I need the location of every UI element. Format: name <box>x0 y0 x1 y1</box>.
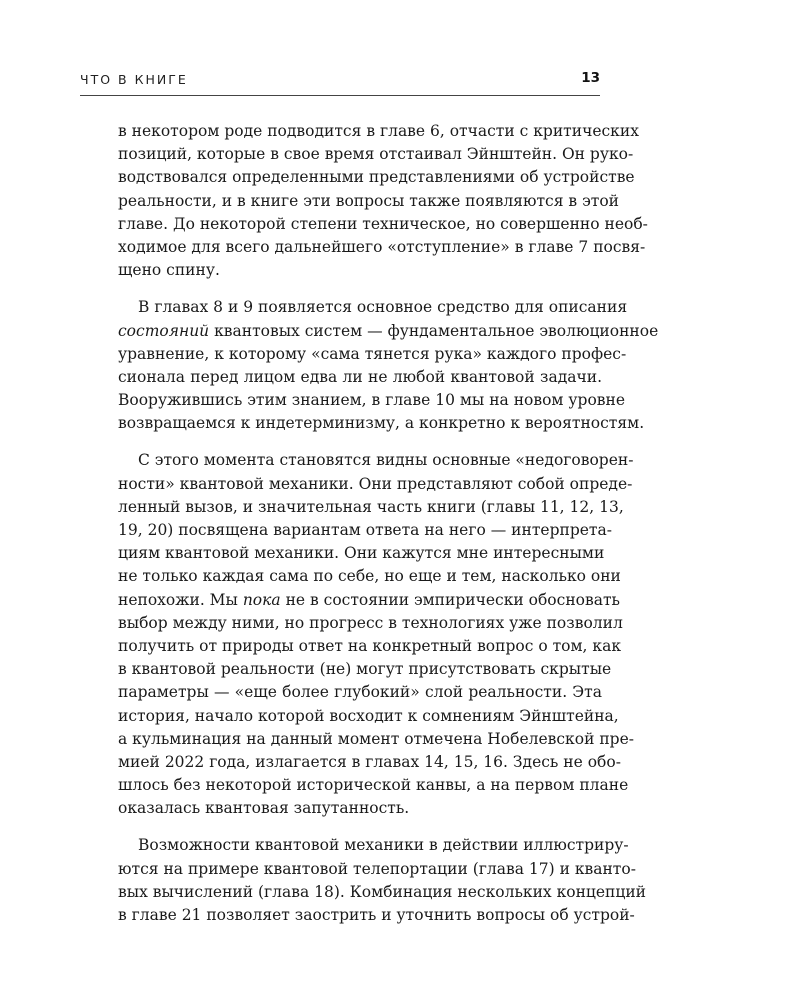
text-line: щено спину. <box>118 261 220 280</box>
text-line: ленный вызов, и значительная часть книги (главы 11, 12, 13, <box>118 497 624 516</box>
text-line: не только каждая сама по себе, но еще и тем, насколько они <box>118 567 621 586</box>
text-line: параметры — «еще более глубокий» слой реальности. Эта <box>118 683 602 702</box>
text-line: Вооружившись этим знанием, в главе 10 мы на новом уровне <box>118 391 626 410</box>
text-line: в квантовой реальности (не) могут присутствовать скрытые <box>118 660 612 679</box>
text-line <box>118 589 620 612</box>
text-line: сионала перед лицом едва ли не любой квантовой задачи. <box>118 367 602 386</box>
text-line: реальности, и в книге эти вопросы также появляются в этой <box>118 191 619 210</box>
text-line: мией 2022 года, излагается в главах 14, 15, 16. Здесь не обо- <box>118 752 621 771</box>
text-run: непохожи. Мы <box>118 590 243 609</box>
text-line: главе. До некоторой степени техническое, но совершенно необ- <box>118 214 648 233</box>
emphasis-text: пока <box>242 590 281 609</box>
text-line: оказалась квантовая запутанность. <box>118 799 410 818</box>
text-run: квантовых систем — фундаментальное эволюционное <box>209 321 659 340</box>
text-line: ности» квантовой механики. Они представляют собой опреде- <box>118 474 633 493</box>
text-line: ходимое для всего дальнейшего «отступление» в главе 7 посвя- <box>118 237 646 256</box>
paragraph <box>118 834 647 927</box>
emphasis-text: состояний <box>118 321 210 340</box>
running-head <box>80 68 600 94</box>
text-line: В главах 8 и 9 появляется основное средство для описания <box>138 298 628 317</box>
text-run: не в состоянии эмпирически обосновать <box>280 590 620 609</box>
page-number: 13 <box>581 70 600 86</box>
text-line: получить от природы ответ на конкретный вопрос о том, как <box>118 636 622 655</box>
paragraph <box>118 449 634 820</box>
text-line: а кульминация на данный момент отмечена Нобелевской пре- <box>118 729 634 748</box>
text-line: циям квантовой механики. Они кажутся мне интересными <box>118 544 605 563</box>
text-line: ются на примере квантовой телепортации (глава 17) и кванто- <box>118 859 636 878</box>
paragraph <box>118 296 659 435</box>
text-line: в главе 21 позволяет заострить и уточнить вопросы об устрой- <box>118 906 635 924</box>
text-line: возвращаемся к индетерминизму, а конкретно к вероятностям. <box>118 414 645 433</box>
section-title: ЧТО В КНИГЕ <box>80 72 188 87</box>
text-line <box>118 320 659 343</box>
text-line: 19, 20) посвящена вариантам ответа на него — интерпрета- <box>118 521 612 539</box>
header-divider <box>80 95 600 96</box>
text-line: вых вычислений (глава 18). Комбинация нескольких концепций <box>118 882 647 901</box>
text-line: шлось без некоторой исторической канвы, а на первом плане <box>118 776 629 795</box>
text-line: выбор между ними, но прогресс в технологиях уже позволил <box>118 613 623 632</box>
body-text <box>118 120 659 927</box>
text-line: в некотором роде подводится в главе 6, отчасти с критических <box>118 122 639 140</box>
text-line: водствовался определенными представлениями об устройстве <box>118 168 635 187</box>
text-line: Возможности квантовой механики в действии иллюстриру- <box>138 836 629 855</box>
text-line: история, начало которой восходит к сомнениям Эйнштейна, <box>118 706 619 725</box>
text-line: С этого момента становятся видны основные «недоговорен- <box>138 451 634 470</box>
paragraph <box>118 120 648 282</box>
text-line: позиций, которые в свое время отстаивал Эйнштейн. Он руко- <box>118 145 634 164</box>
text-line: уравнение, к которому «сама тянется рука» каждого профес- <box>118 344 627 363</box>
